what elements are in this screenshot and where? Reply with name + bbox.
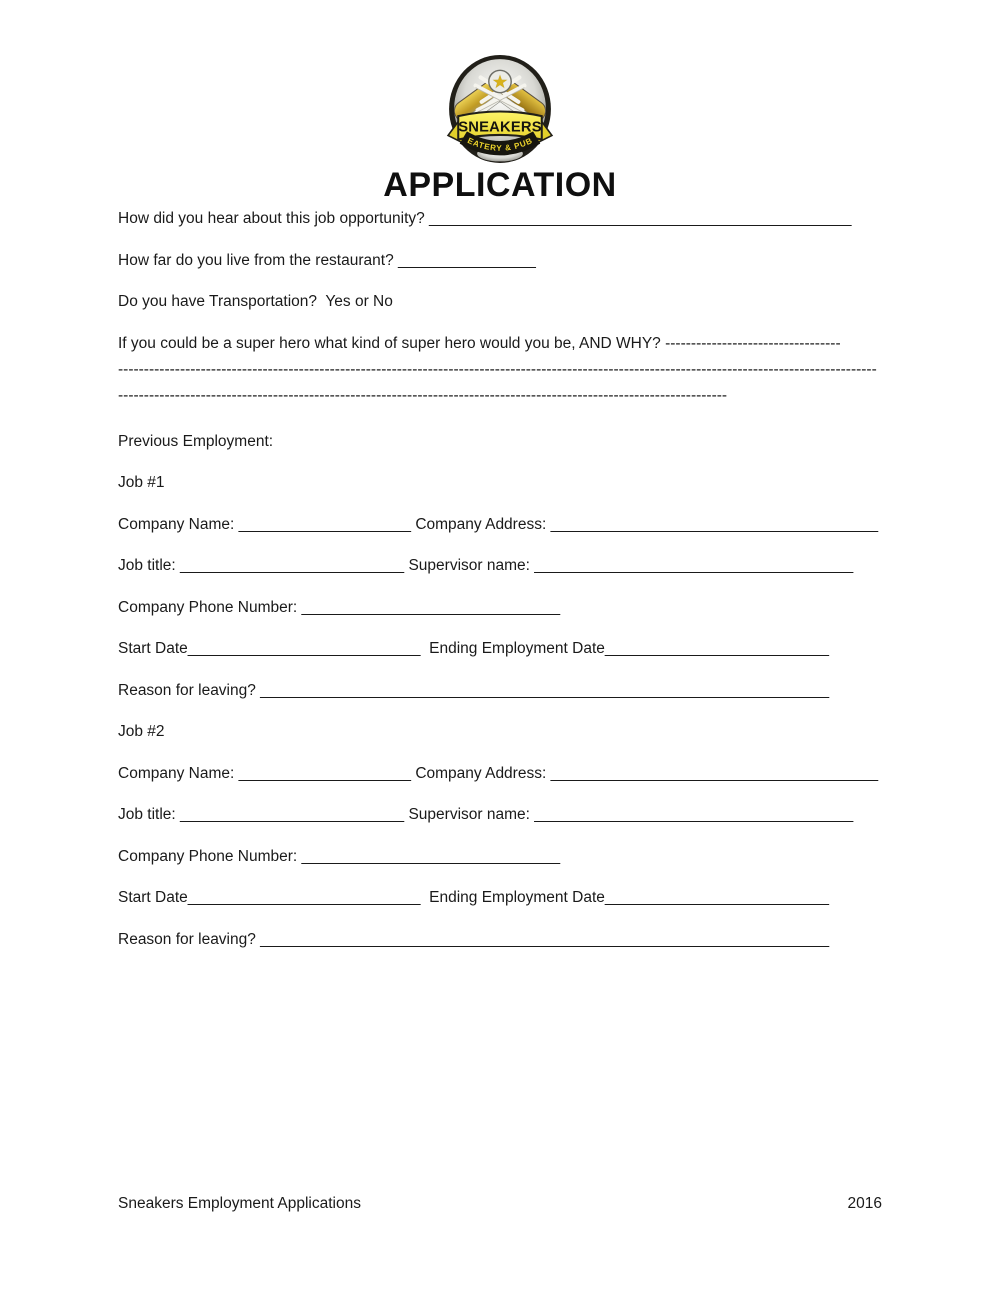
superhero-answer-line-2: ---------------------------------------------------------------------------------------------------------------------------------------------------	[118, 360, 877, 378]
question-transportation: Do you have Transportation? Yes or No	[118, 293, 393, 310]
question-distance: How far do you live from the restaurant? ________________	[118, 251, 536, 269]
job2-title-line: Job title: __________________________ Supervisor name: _____________________________________	[118, 806, 854, 823]
sneakers-logo	[445, 55, 555, 165]
superhero-answer-line-3: ----------------------------------------------------------------------------------------------------------------------	[118, 386, 728, 404]
job1-label: Job #1	[118, 474, 165, 491]
footer-year: 2016	[847, 1195, 882, 1212]
job1-reason-line: Reason for leaving? __________________________________________________________________	[118, 681, 830, 699]
question-hear-about: How did you hear about this job opportunity? _________________________________________________	[118, 210, 852, 227]
previous-employment-heading: Previous Employment:	[118, 432, 274, 450]
job1-phone-line: Company Phone Number: ______________________________	[118, 598, 561, 616]
form-body	[118, 206, 884, 968]
job2-dates-line: Start Date___________________________ Ending Employment Date__________________________	[118, 889, 830, 906]
job2-phone-line: Company Phone Number: ______________________________	[118, 847, 561, 865]
sneakers-logo-graphic	[445, 55, 555, 165]
logo-band-textpath: EATERY & PUB	[466, 136, 534, 153]
job1-dates-line: Start Date___________________________ Ending Employment Date__________________________	[118, 640, 830, 657]
logo-banner-text: SNEAKERS	[458, 119, 542, 136]
job2-company-line: Company Name: ____________________ Company Address: ______________________________________	[118, 764, 879, 782]
job2-label: Job #2	[118, 723, 165, 740]
question-superhero: If you could be a super hero what kind of super hero would you be, AND WHY? ----------------------------------	[118, 334, 841, 352]
job1-title-line: Job title: __________________________ Supervisor name: _____________________________________	[118, 557, 854, 574]
job1-company-line: Company Name: ____________________ Company Address: ______________________________________	[118, 515, 879, 533]
footer-document-name: Sneakers Employment Applications	[118, 1195, 361, 1212]
job2-reason-line: Reason for leaving? __________________________________________________________________	[118, 930, 830, 948]
page-footer	[118, 1191, 882, 1217]
page-title: APPLICATION	[383, 166, 617, 204]
